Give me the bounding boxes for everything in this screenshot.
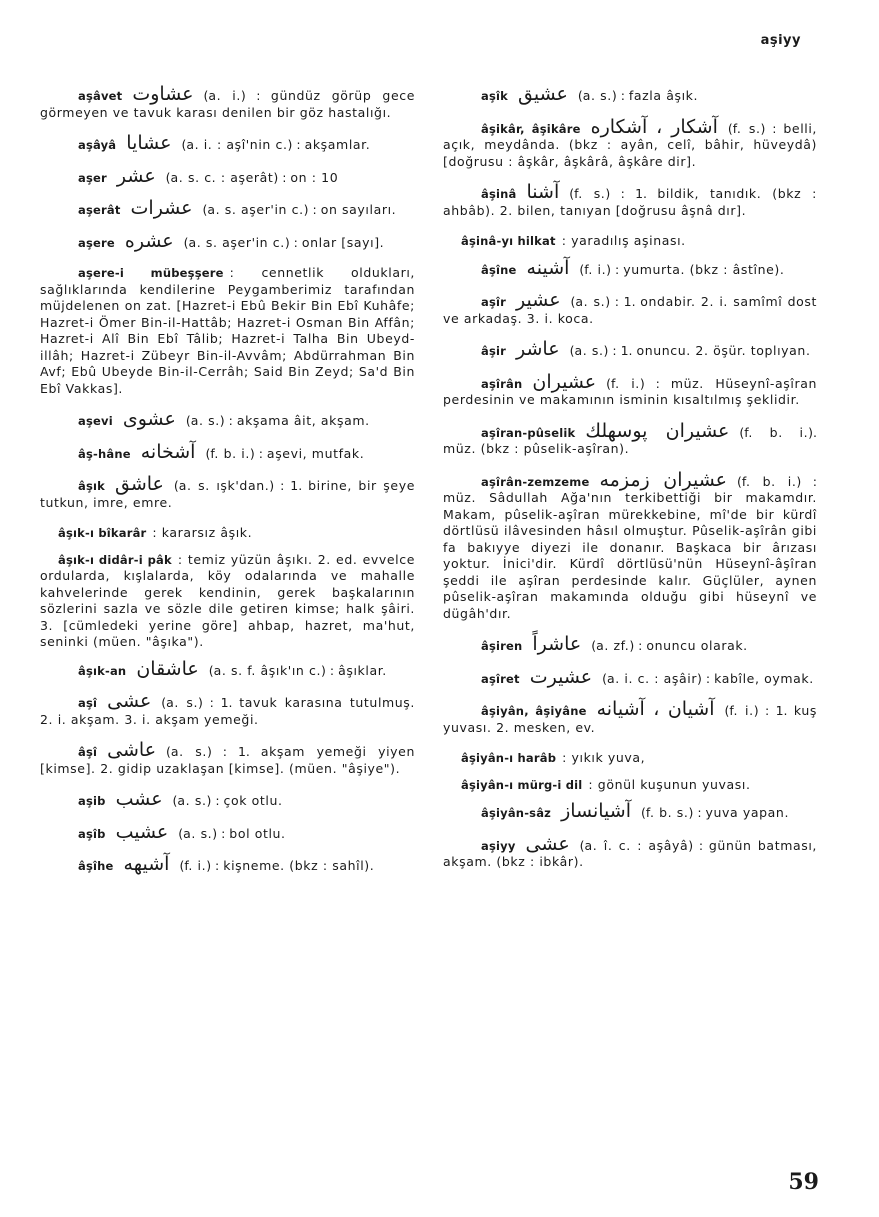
entry-headword: âşinâ-yı hilkat [461, 234, 556, 248]
dictionary-entry [40, 132, 415, 154]
entry-definition: (a. s. ışk'dan.) : 1. birine, bir şeye tutkun, imre, emre. [40, 478, 415, 510]
page-number: 59 [788, 1169, 819, 1195]
dictionary-entry [40, 408, 415, 430]
entry-headword: âşık-ı didâr-i pâk [58, 552, 172, 567]
entry-definition: (f. i.) : müz. Hüseynî-aşîran perdesinin ve makamının isminin kısaltılmış şeklidir. [443, 375, 817, 407]
dictionary-entry [40, 525, 415, 542]
entry-definition: (a. s.) : 1. ondabir. 2. i. samîmî dost ve arkadaş. 3. i. koca. [443, 294, 817, 326]
entry-definition: (a. i. : aşî'nin c.) : akşamlar. [181, 137, 371, 152]
entry-headword: aşere [78, 235, 115, 250]
dictionary-entry [40, 83, 415, 121]
entry-arabic-script: عشير [516, 289, 561, 311]
entry-arabic-script: عشيران [532, 370, 597, 393]
entry-headword: âşiyân, âşiyâne [481, 704, 587, 718]
dictionary-entry [40, 229, 415, 252]
entry-arabic-script: آشيهه [123, 853, 170, 875]
entry-definition: (a. s. aşer'in c.) : on sayıları. [202, 202, 397, 217]
dictionary-entry [443, 115, 817, 171]
entry-arabic-script: عشى [107, 690, 152, 712]
dictionary-entry [443, 256, 817, 279]
entry-definition: : temiz yüzün âşıkı. 2. ed. evvelce ordularda, kışlalarda, köy odalarında ve mahalle kahvelerinde gerek kendinin, gerek başkalarının sözlerini sazla ve sözle dile getiren kimse; halk şâiri. 3. [cümledeki yerine göre] ahbap, hazret, ma'hut, seninki (müen. "âşıka"). [40, 551, 415, 649]
dictionary-entry [40, 657, 415, 680]
dictionary-entry [40, 853, 415, 875]
dictionary-entry [40, 473, 415, 511]
entry-headword: aşîr [481, 295, 507, 309]
entry-arabic-script: آشيانساز [561, 800, 631, 822]
dictionary-entry [443, 338, 817, 360]
entry-headword: âşık-ı bîkarâr [58, 526, 147, 540]
entry-definition: (a. s.) : bol otlu. [178, 825, 286, 841]
entry-definition: (f. s.) : belli, açık, meydânda. (bkz : ayân, celî, bâhir, hüveydâ) [doğrusu : âşkâr, âşkârâ, âşkâre dir]. [443, 120, 817, 169]
dictionary-entry [443, 698, 817, 736]
entry-arabic-script: آشخانه [140, 440, 196, 463]
entry-headword: âşir [481, 344, 507, 358]
entry-definition: (a. s.) : 1. onuncu. 2. öşür. toplıyan. [569, 343, 811, 358]
left-column [40, 83, 415, 889]
entry-definition: : cennetlik oldukları, sağlıklarında kendilerine Peygamberimiz tarafından müjdelenen on zat. [Hazret-i Ebû Bekir Bin Ebî Kuhâfe; Hazret-i Ömer Bin-il-Hattâb; Hazret-i Osman Bin Affân; Hazret-i Alî Bin Ebî Tâlib; Hazret-i Talha Bin Ubeyd-illâh; Hazret-i Zübeyr Bin-il-Avvâm; Abdürrahman Bin Avf; Ebû Ubeyde Bin-il-Cerrâh; Said Bin Zeyd; Sa'd Bin Ebî Vakkas]. [40, 265, 415, 396]
entry-definition: : gönül kuşunun yuvası. [588, 776, 751, 792]
dictionary-entry [40, 197, 415, 219]
entry-definition: (a. zf.) : onuncu olarak. [591, 638, 748, 653]
entry-definition: (f. b. i.) : aşevi, mutfak. [205, 445, 365, 461]
entry-arabic-script: عشيق [518, 83, 568, 105]
dictionary-entry [443, 233, 817, 250]
dictionary-entry [443, 832, 817, 871]
entry-arabic-script: عاشراً [532, 633, 582, 655]
entry-arabic-script: عشوى [122, 408, 176, 430]
entry-arabic-script: عشايا [126, 132, 172, 154]
entry-headword: âşiren [481, 639, 523, 653]
entry-definition: (f. i.) : kişneme. (bkz : sahîl). [179, 858, 375, 873]
entry-headword: âşîhe [78, 859, 114, 873]
entry-arabic-script: عشيب [115, 820, 169, 843]
entry-headword: aşer [78, 170, 107, 185]
dictionary-entry [40, 265, 415, 397]
entry-definition: : kararsız âşık. [152, 525, 253, 540]
entry-headword: aşevi [78, 414, 113, 428]
entry-arabic-script: آشينه [526, 256, 570, 279]
dictionary-entry [443, 800, 817, 822]
entry-definition: (a. s. aşer'in c.) : onlar [sayı]. [183, 234, 385, 250]
entry-headword: âşık-an [78, 663, 127, 678]
entry-definition: (a. i. c. : aşâir) : kabîle, oymak. [602, 670, 814, 686]
entry-definition: (a. s.) : 1. tavuk karasına tutulmuş. 2. i. akşam. 3. i. akşam yemeği. [40, 695, 415, 727]
dictionary-entry [443, 633, 817, 655]
entry-arabic-script: عشيران پوسهلك [585, 419, 730, 442]
entry-definition: (a. i.) : gündüz görüp gece görmeyen ve tavuk karası denilen bir göz hastalığı. [40, 88, 415, 120]
dictionary-entry [443, 370, 817, 409]
entry-headword: âşinâ [481, 187, 517, 201]
dictionary-entry [40, 690, 415, 728]
entry-arabic-script: آشيان ، آشيانه [596, 698, 715, 720]
entry-arabic-script: عاشقان [136, 657, 199, 680]
entry-definition: (a. s.) : 1. akşam yemeği yiyen [kimse]. 2. gidip uzaklaşan [kimse]. (müen. "âşiye"). [40, 744, 415, 776]
entry-headword: aşiyy [481, 838, 516, 853]
entry-arabic-script: عشيران زمزمه [599, 468, 727, 491]
entry-headword: aşere-i mübeşşere [78, 266, 224, 280]
dictionary-entry [40, 788, 415, 810]
entry-headword: aşîrân-zemzeme [481, 474, 590, 489]
entry-arabic-script: آشنا [526, 181, 560, 203]
entry-arabic-script: عشب [115, 788, 163, 810]
entry-definition: (a. î. c. : aşâyâ) : günün batması, akşam. (bkz : ibkâr). [443, 837, 817, 869]
entry-headword: âşiyân-ı harâb [461, 751, 557, 765]
entry-definition: : yıkık yuva, [562, 750, 646, 765]
entry-definition: (a. s.) : akşama âit, akşam. [185, 413, 370, 428]
entry-arabic-script: آشكار ، آشكاره [590, 115, 718, 138]
dictionary-entry [443, 468, 817, 623]
dictionary-entry [40, 739, 415, 777]
running-head: aşiyy [760, 33, 801, 48]
dictionary-entry [443, 181, 817, 219]
dictionary-entry [443, 750, 817, 767]
entry-headword: âşikâr, âşikâre [481, 121, 581, 136]
entry-headword: âşî [78, 745, 98, 759]
entry-arabic-script: عاشق [115, 473, 164, 495]
entry-headword: aşâyâ [78, 138, 117, 152]
dictionary-entry [443, 777, 817, 794]
entry-arabic-script: عشره [124, 229, 174, 252]
entry-headword: âşîne [481, 262, 517, 277]
entry-definition: : yaradılış aşinası. [561, 233, 686, 248]
entry-arabic-script: عاشر [516, 338, 560, 360]
entry-headword: aşî [78, 696, 98, 710]
entry-definition: (f. b. i.). müz. (bkz : pûselik-aşîran). [443, 424, 818, 456]
entry-definition: (a. s.) : fazla âşık. [577, 88, 699, 103]
entry-headword: âşık [78, 479, 105, 493]
entry-definition: (a. s. c. : aşerât) : on : 10 [165, 169, 339, 185]
entry-arabic-script: عشيرت [529, 665, 593, 688]
entry-arabic-script: عشر [116, 164, 156, 187]
entry-headword: aşîrân [481, 376, 523, 391]
entry-headword: aşîb [78, 826, 106, 841]
entry-definition: (f. s.) : 1. bildik, tanıdık. (bkz : ahbâb). 2. bilen, tanıyan [doğrusu âşnâ dır]. [443, 186, 817, 218]
entry-headword: aşâvet [78, 89, 123, 103]
dictionary-entry [40, 164, 415, 187]
entry-headword: aşib [78, 794, 106, 808]
entry-headword: aşîret [481, 671, 520, 686]
entry-definition: (a. s. f. âşık'ın c.) : âşıklar. [208, 662, 387, 678]
entry-arabic-script: عاشى [107, 739, 157, 761]
entry-headword: âşiyân-ı mürg-i dil [461, 777, 583, 792]
dictionary-entry [443, 665, 817, 688]
entry-definition: (f. b. s.) : yuva yapan. [641, 805, 790, 820]
dictionary-entry [40, 440, 415, 463]
entry-headword: aşerât [78, 203, 121, 217]
entry-definition: (f. i.) : yumurta. (bkz : âstîne). [579, 261, 785, 277]
dictionary-entry [443, 419, 818, 458]
dictionary-entry [443, 289, 817, 327]
entry-arabic-script: عشى [525, 832, 570, 855]
right-column [443, 83, 818, 885]
entry-headword: âşiyân-sâz [481, 806, 552, 820]
entry-headword: aşîran-pûselik [481, 425, 576, 440]
dictionary-entry [443, 83, 817, 105]
entry-definition: (a. s.) : çok otlu. [172, 793, 283, 808]
entry-headword: aşîk [481, 89, 508, 103]
entry-definition: (f. i.) : 1. kuş yuvası. 2. mesken, ev. [443, 703, 817, 735]
entry-arabic-script: عشرات [130, 197, 193, 219]
entry-arabic-script: عشاوت [132, 83, 194, 105]
dictionary-entry [40, 820, 415, 843]
dictionary-entry [40, 552, 415, 651]
entry-definition: (f. b. i.) : müz. Sâdullah Ağa'nın terkibettiği bir makamdır. Makam, pûselik-aşîran mürekkebine, mî'de bir kürdî dörtlüsü ilâvesinden hâsıl olmuştur. Pûselik-aşîrân gibi fa bakıyye diyezi ile donanır. Başkaca bir ârızası yoktur. İnici'dir. Kürdî dörtlüsü'nün Hüseynî-âşîran şeddi ile aşîran perdesinde kalır. Güçlüler, aynen pûselik-aşîran makamında olduğu gibi hüseynî ve dügâh'dır. [443, 473, 817, 621]
entry-headword: âş-hâne [78, 446, 131, 461]
